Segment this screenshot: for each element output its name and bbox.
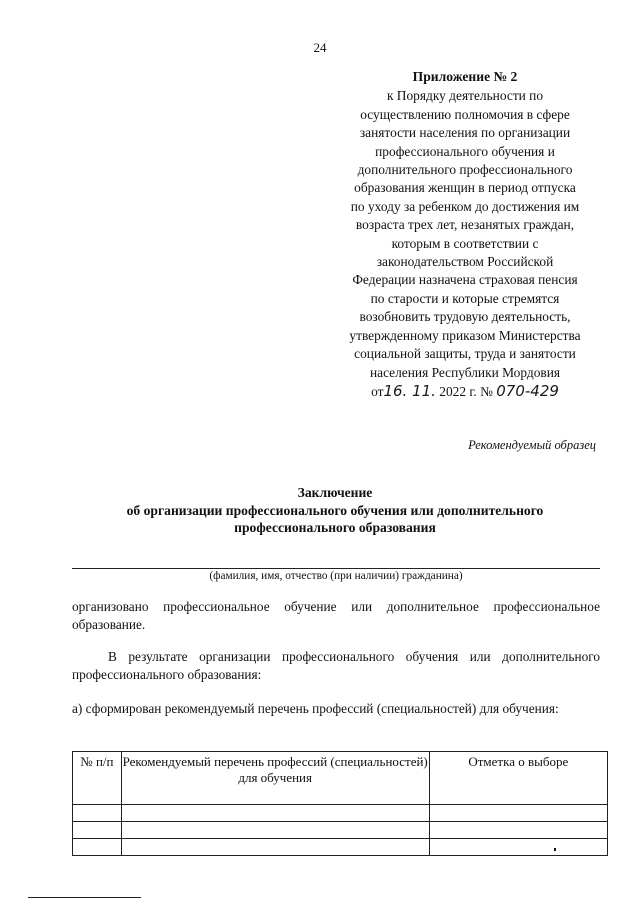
header-num: № п/п [73, 752, 122, 805]
paragraph-result: В результате организации профессионального обучения или дополнительного профессионального образования: [72, 649, 600, 682]
conclusion-subtitle-2: профессионального образования [234, 520, 436, 535]
appendix-line: законодательством Российской [376, 254, 554, 270]
header-mark: Отметка о выборе [429, 752, 607, 805]
paragraph-list-formed: а) сформирован рекомендуемый перечень профессий (специальностей) для обучения: [72, 701, 559, 716]
order-year: 2022 г. № [439, 383, 493, 399]
table-row [73, 822, 608, 839]
sample-label: Рекомендуемый образец [468, 438, 596, 452]
cell-mark [429, 805, 607, 822]
footnote-rule [28, 897, 141, 898]
appendix-line: по старости и которые стремятся [370, 290, 560, 306]
appendix-line: к Порядку деятельности по [386, 88, 544, 104]
order-line [300, 382, 630, 401]
appendix-line: образования женщин в период отпуска [354, 180, 576, 196]
appendix-line: профессионального обучения и [375, 143, 555, 159]
fio-caption: (фамилия, имя, отчество (при наличии) гражданина) [209, 570, 463, 582]
cell-list [121, 805, 429, 822]
cell-mark [429, 822, 607, 839]
table-header-row [73, 752, 608, 805]
page-number: 24 [313, 40, 327, 55]
table-row [73, 839, 608, 856]
appendix-line: возобновить трудовую деятельность, [359, 309, 571, 325]
appendix-line: населения Республики Мордовия [369, 364, 561, 380]
order-number-handwritten: 070-429 [496, 381, 559, 400]
cell-num [73, 805, 122, 822]
appendix-line: дополнительного профессионального [357, 162, 573, 178]
appendix-line: Федерации назначена страховая пенсия [352, 272, 578, 288]
paragraph-organized: организовано профессиональное обучение или дополнительное профессиональное образование. [72, 599, 600, 632]
fio-underline [72, 568, 600, 569]
cell-list [121, 839, 429, 856]
header-list: Рекомендуемый перечень профессий (специальностей) для обучения [121, 752, 429, 805]
scan-dot-mark [554, 848, 556, 851]
order-date-handwritten: 16. 11. [383, 381, 436, 400]
appendix-line: которым в соответствии с [391, 235, 539, 251]
appendix-line: осуществлению полномочия в сфере [360, 106, 570, 122]
professions-table [72, 751, 608, 856]
appendix-title: Приложение № 2 [412, 69, 518, 84]
appendix-line: утвержденному приказом Министерства [349, 327, 581, 343]
conclusion-subtitle-1: об организации профессионального обучения или дополнительного [126, 502, 544, 518]
appendix-line: занятости населения по организации [359, 125, 571, 141]
cell-num [73, 822, 122, 839]
appendix-line: социальной защиты, труда и занятости [354, 346, 576, 362]
cell-mark [429, 839, 607, 856]
cell-num [73, 839, 122, 856]
appendix-line: возраста трех лет, незанятых граждан, [355, 217, 575, 233]
order-prefix: от [371, 383, 384, 399]
conclusion-title: Заключение [297, 485, 373, 500]
appendix-line: по уходу за ребенком до достижения им [350, 198, 580, 214]
appendix-block [300, 68, 630, 401]
conclusion-heading [70, 484, 600, 537]
cell-list [121, 822, 429, 839]
table-row [73, 805, 608, 822]
